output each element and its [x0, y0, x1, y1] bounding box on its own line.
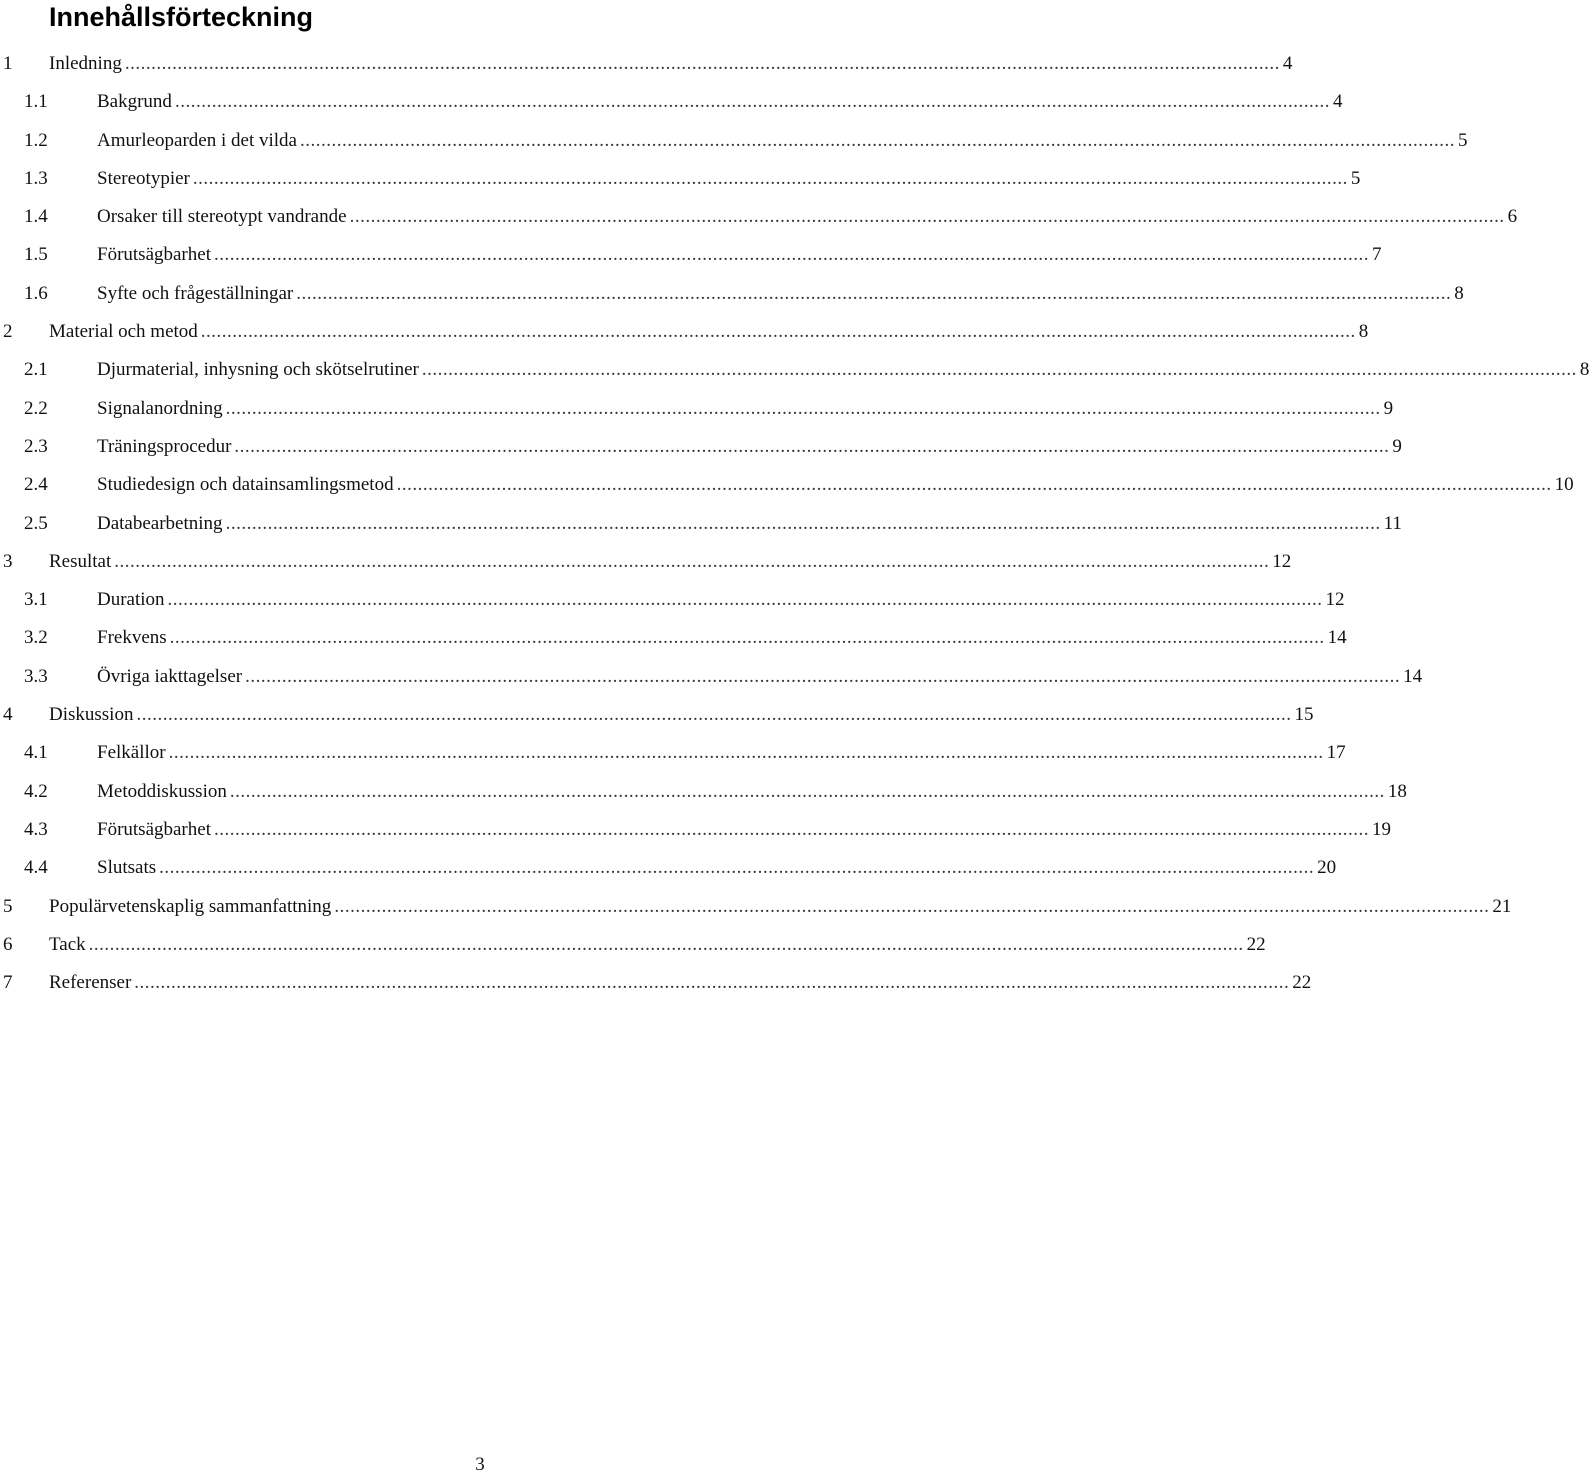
toc-entry-line	[97, 390, 1394, 428]
toc-entry-page[interactable]: 7	[1371, 244, 1382, 266]
toc-entry-line	[97, 658, 1423, 696]
toc-entry-number: 2	[3, 321, 13, 343]
toc-entry-page[interactable]: 11	[1383, 512, 1402, 534]
toc-leader-dots: ............................................................................................................................................................................................................................	[421, 359, 1577, 381]
toc-entry-number: 1.5	[24, 244, 48, 266]
toc-leader-dots: ............................................................................................................................................................................................................................	[192, 167, 1348, 189]
toc-leader-dots: ............................................................................................................................................................................................................................	[134, 972, 1290, 994]
toc-leader-dots: ............................................................................................................................................................................................................................	[225, 512, 1381, 534]
toc-leader-dots: ............................................................................................................................................................................................................................	[213, 244, 1369, 266]
toc-entry-number: 4.2	[24, 780, 48, 802]
toc-entry-title[interactable]: Felkällor	[97, 742, 166, 764]
toc-leader-dots: ............................................................................................................................................................................................................................	[159, 857, 1315, 879]
toc-entry[interactable]	[0, 236, 1382, 274]
toc-entry-page[interactable]: 14	[1327, 627, 1347, 649]
toc-entry-page[interactable]: 19	[1371, 818, 1391, 840]
toc-entry[interactable]	[0, 275, 1464, 313]
toc-entry-number: 5	[3, 895, 13, 917]
toc-entry[interactable]	[0, 543, 1292, 581]
toc-entry[interactable]	[0, 658, 1423, 696]
toc-entry-line	[49, 696, 1314, 734]
toc-entry[interactable]	[0, 811, 1391, 849]
toc-leader-dots: ............................................................................................................................................................................................................................	[299, 129, 1455, 151]
toc-entry[interactable]	[0, 160, 1361, 198]
toc-entry-line	[97, 83, 1343, 121]
toc-entry[interactable]	[0, 351, 1589, 389]
page-title: Innehållsförteckning	[49, 2, 314, 32]
toc-entry-page[interactable]: 8	[1579, 359, 1589, 381]
toc-entry-line	[97, 122, 1468, 160]
toc-entry-line	[49, 543, 1292, 581]
toc-entry-page[interactable]: 10	[1554, 474, 1574, 496]
page-number: 3	[475, 1454, 485, 1475]
toc-entry-title[interactable]: Metoddiskussion	[97, 780, 227, 802]
toc-entry-line	[97, 581, 1345, 619]
toc-entry-line	[97, 811, 1391, 849]
toc-entry-page[interactable]: 21	[1492, 895, 1512, 917]
toc-entry-title[interactable]: Träningsprocedur	[97, 435, 232, 457]
toc-entry-page[interactable]: 20	[1317, 857, 1337, 879]
toc-leader-dots: ............................................................................................................................................................................................................................	[114, 550, 1270, 572]
toc-entry-number: 3.2	[24, 627, 48, 649]
toc-entry-title[interactable]: Populärvetenskaplig sammanfattning	[49, 895, 332, 917]
toc-entry[interactable]	[0, 849, 1337, 887]
toc-entry[interactable]	[0, 122, 1468, 160]
toc-entry[interactable]	[0, 734, 1346, 772]
toc-entry[interactable]	[0, 466, 1574, 504]
toc-leader-dots: ............................................................................................................................................................................................................................	[167, 589, 1323, 611]
toc-entry-page[interactable]: 18	[1387, 780, 1407, 802]
toc-entry-number: 4.3	[24, 818, 48, 840]
toc-entry-number: 1.6	[24, 282, 48, 304]
toc-entry-title[interactable]: Bakgrund	[97, 91, 172, 113]
toc-entry-line	[49, 926, 1266, 964]
toc-entry-line	[97, 198, 1518, 236]
toc-leader-dots: ............................................................................................................................................................................................................................	[234, 435, 1390, 457]
toc-entry-number: 4.1	[24, 742, 48, 764]
toc-entry[interactable]	[0, 198, 1518, 236]
toc-entry-title[interactable]: Djurmaterial, inhysning och skötselrutiner	[97, 359, 419, 381]
toc-entry-number: 3.3	[24, 665, 48, 687]
toc-entry-title[interactable]: Tack	[49, 933, 86, 955]
toc-leader-dots: ............................................................................................................................................................................................................................	[200, 321, 1356, 343]
toc-entry[interactable]	[0, 888, 1512, 926]
toc-entry-page[interactable]: 8	[1358, 321, 1369, 343]
toc-entry[interactable]	[0, 926, 1266, 964]
toc-leader-dots: ............................................................................................................................................................................................................................	[396, 474, 1552, 496]
toc-entry-page[interactable]: 12	[1325, 589, 1345, 611]
toc-entry[interactable]	[0, 773, 1407, 811]
toc-entry-title[interactable]: Förutsägbarhet	[97, 818, 211, 840]
toc-entry-title[interactable]: Signalanordning	[97, 397, 223, 419]
toc-entry-title[interactable]: Referenser	[49, 972, 132, 994]
toc-entry-title[interactable]: Duration	[97, 589, 165, 611]
toc-entry-title[interactable]: Diskussion	[49, 704, 134, 726]
toc-entry-number: 1	[3, 53, 13, 74]
toc-entry-line	[97, 236, 1382, 274]
toc-leader-dots: ............................................................................................................................................................................................................................	[245, 665, 1401, 687]
toc-leader-dots: ............................................................................................................................................................................................................................	[349, 206, 1505, 228]
toc-entry-number: 2.1	[24, 359, 48, 381]
toc-entry-number: 2.5	[24, 512, 48, 534]
toc-entry-page[interactable]: 5	[1350, 167, 1361, 189]
toc-entry-number: 2.2	[24, 397, 48, 419]
toc-entry-page[interactable]: 9	[1392, 435, 1402, 457]
toc-entry-line	[97, 734, 1346, 772]
toc-entry-number: 3	[3, 550, 13, 572]
toc-entry-number: 1.1	[24, 91, 48, 113]
toc-entry-number: 4.4	[24, 857, 48, 879]
table-of-contents	[0, 45, 1589, 1002]
toc-entry-number: 1.4	[24, 206, 48, 228]
toc-entry-title[interactable]: Slutsats	[97, 857, 157, 879]
toc-entry[interactable]	[0, 313, 1369, 351]
toc-entry-number: 1.3	[24, 167, 48, 189]
toc-entry-line	[49, 45, 1293, 83]
toc-leader-dots: ............................................................................................................................................................................................................................	[174, 91, 1330, 113]
toc-leader-dots: ............................................................................................................................................................................................................................	[296, 282, 1452, 304]
toc-entry-number: 6	[3, 933, 13, 955]
toc-entry-line	[97, 466, 1574, 504]
toc-entry[interactable]	[0, 964, 1312, 1002]
toc-entry[interactable]	[0, 505, 1402, 543]
toc-entry[interactable]	[0, 83, 1343, 121]
toc-entry-line	[97, 428, 1402, 466]
toc-entry-page[interactable]: 14	[1403, 665, 1423, 687]
toc-entry-line	[97, 160, 1361, 198]
toc-entry-title[interactable]: Resultat	[49, 550, 112, 572]
toc-entry-line	[49, 313, 1369, 351]
toc-entry-page[interactable]: 6	[1507, 206, 1518, 228]
toc-entry-number: 1.2	[24, 129, 48, 151]
toc-leader-dots: ............................................................................................................................................................................................................................	[168, 742, 1324, 764]
toc-entry-title[interactable]: Förutsägbarhet	[97, 244, 211, 266]
toc-entry[interactable]	[0, 45, 1293, 83]
toc-entry-number: 2.4	[24, 474, 48, 496]
toc-entry-line	[97, 275, 1464, 313]
toc-entry-line	[97, 773, 1407, 811]
toc-entry-title[interactable]: Amurleoparden i det vilda	[97, 129, 297, 151]
toc-leader-dots: ............................................................................................................................................................................................................................	[334, 895, 1490, 917]
toc-entry[interactable]	[0, 696, 1314, 734]
toc-entry-title[interactable]: Stereotypier	[97, 167, 190, 189]
toc-entry-page[interactable]: 12	[1272, 550, 1292, 572]
toc-entry-title[interactable]: Inledning	[49, 53, 122, 74]
toc-entry-title[interactable]: Övriga iakttagelser	[97, 665, 243, 687]
toc-leader-dots: ............................................................................................................................................................................................................................	[229, 780, 1385, 802]
toc-entry-line	[49, 888, 1512, 926]
toc-entry-page[interactable]: 9	[1383, 397, 1394, 419]
toc-leader-dots: ............................................................................................................................................................................................................................	[88, 933, 1244, 955]
toc-entry-title[interactable]: Databearbetning	[97, 512, 223, 534]
toc-entry-number: 3.1	[24, 589, 48, 611]
toc-entry-title[interactable]: Syfte och frågeställningar	[97, 282, 294, 304]
toc-entry[interactable]	[0, 390, 1394, 428]
toc-entry[interactable]	[0, 581, 1345, 619]
toc-entry-line	[97, 505, 1402, 543]
toc-entry-page[interactable]: 22	[1292, 972, 1312, 994]
toc-entry-page[interactable]: 22	[1246, 933, 1266, 955]
toc-entry-line	[97, 351, 1589, 389]
toc-entry-page[interactable]: 17	[1326, 742, 1346, 764]
toc-entry-number: 4	[3, 704, 13, 726]
toc-leader-dots: ............................................................................................................................................................................................................................	[124, 53, 1280, 74]
toc-entry-line	[97, 619, 1347, 657]
toc-entry-page[interactable]: 4	[1282, 53, 1293, 74]
toc-leader-dots: ............................................................................................................................................................................................................................	[136, 704, 1292, 726]
toc-entry-page[interactable]: 8	[1454, 282, 1464, 304]
toc-entry-page[interactable]: 15	[1294, 704, 1314, 726]
toc-entry[interactable]	[0, 428, 1402, 466]
toc-leader-dots: ............................................................................................................................................................................................................................	[213, 818, 1369, 840]
toc-entry-page[interactable]: 4	[1332, 91, 1343, 113]
toc-entry-title[interactable]: Frekvens	[97, 627, 167, 649]
toc-entry-page[interactable]: 5	[1457, 129, 1468, 151]
toc-entry-title[interactable]: Orsaker till stereotypt vandrande	[97, 206, 347, 228]
toc-entry-line	[97, 849, 1337, 887]
toc-entry-number: 7	[3, 972, 13, 994]
toc-leader-dots: ............................................................................................................................................................................................................................	[169, 627, 1325, 649]
toc-entry-number: 2.3	[24, 435, 48, 457]
toc-entry[interactable]	[0, 619, 1347, 657]
toc-entry-title[interactable]: Studiedesign och datainsamlingsmetod	[97, 474, 394, 496]
toc-entry-line	[49, 964, 1312, 1002]
toc-leader-dots: ............................................................................................................................................................................................................................	[225, 397, 1381, 419]
toc-entry-title[interactable]: Material och metod	[49, 321, 198, 343]
